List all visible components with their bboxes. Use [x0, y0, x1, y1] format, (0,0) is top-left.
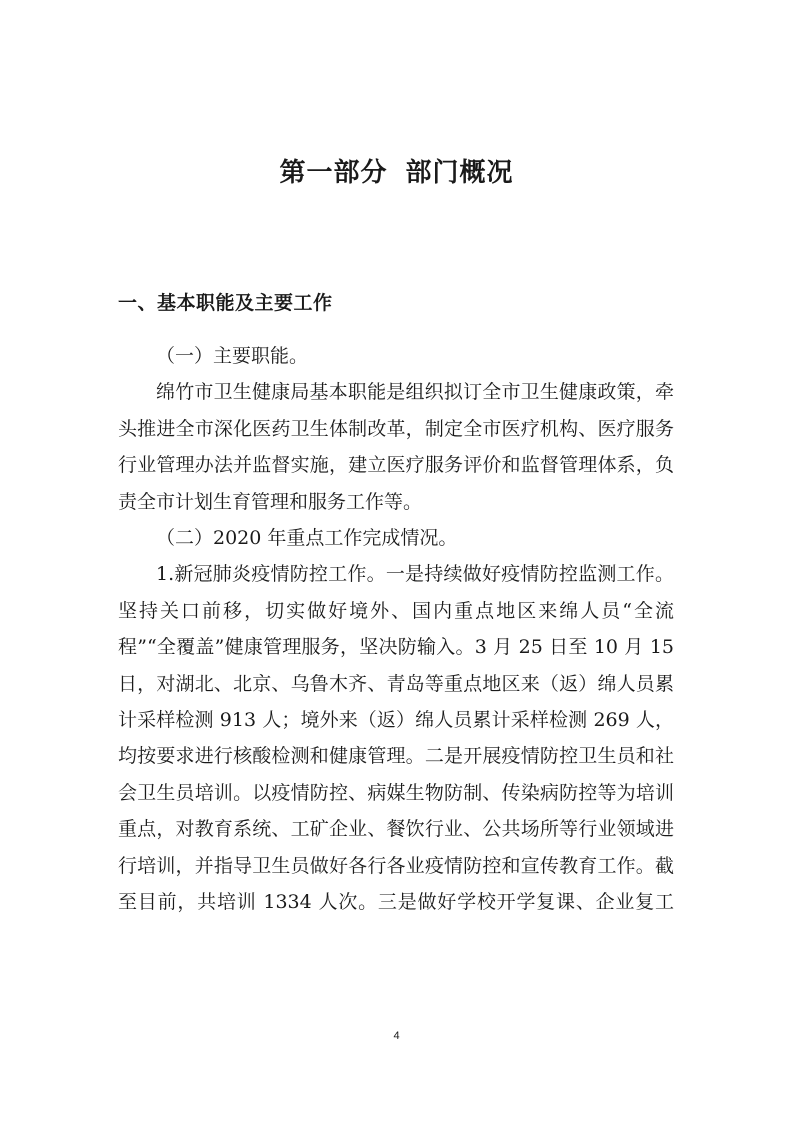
- subsection-heading-functions: （一）主要职能。: [156, 345, 309, 367]
- paragraph-epidemic-prevention: 1.新冠肺炎疫情防控工作。一是持续做好疫情防控监测工作。坚持关口前移，切实做好境外、国内重点地区来绵人员“全流程”“全覆盖”健康管理服务，坚决防输入。3 月 25 日至 10 月 15 日，对湖北、北京、乌鲁木齐、青岛等重点地区来（返）绵人员累计采样检测 913 人；境外来（返）绵人员累计采样检测 269 人，均按要求进行核酸检测和健康管理。二是开展疫情防控卫生员和社会卫生员培训。以疫情防控、病媒生物防制、传染病防控等为培训重点，对教育系统、工矿企业、餐饮行业、公共场所等行业领域进行培训，并指导卫生员做好各行各业疫情防控和宣传教育工作。截至目前，共培训 1334 人次。三是做好学校开学复课、企业复工: [118, 563, 674, 914]
- part-title: 第一部分 部门概况: [279, 158, 514, 188]
- section-heading: 一、基本职能及主要工作: [118, 292, 333, 314]
- page-number: 4: [393, 1030, 400, 1042]
- subsection-heading-work-2020: （二）2020 年重点工作完成情况。: [156, 527, 458, 550]
- body-text: [118, 338, 674, 921]
- paragraph-functions: 绵竹市卫生健康局基本职能是组织拟订全市卫生健康政策，牵头推进全市深化医药卫生体制改革，制定全市医疗机构、医疗服务行业管理办法并监督实施，建立医疗服务评价和监督管理体系，负责全市计划生育管理和服务工作等。: [118, 381, 674, 513]
